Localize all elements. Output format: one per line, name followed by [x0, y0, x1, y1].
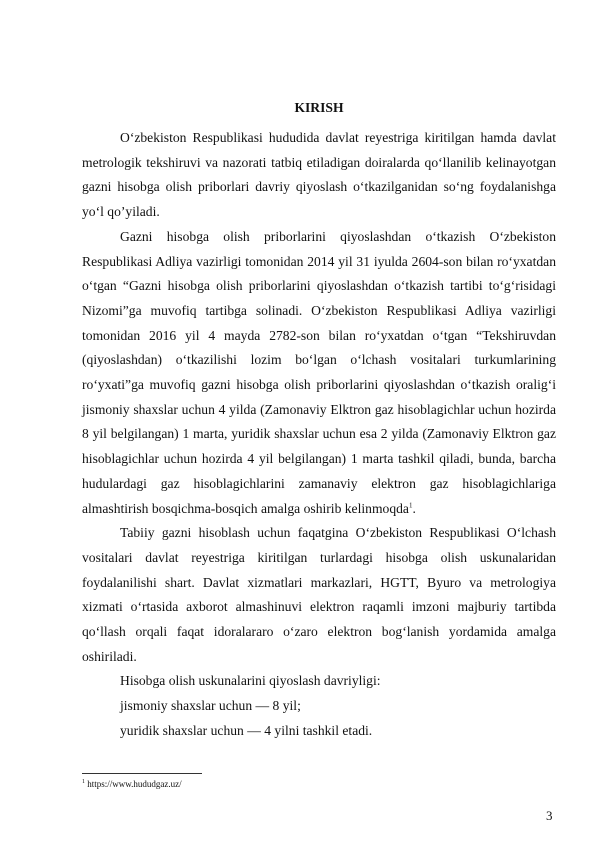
- list-intro: Hisobga olish uskunalarini qiyoslash davriyligi:: [120, 673, 381, 689]
- paragraph-1: O‘zbekiston Respublikasi hududida davlat reyestriga kiritilgan hamda davlat metrologik tekshiruvi va nazorati tatbiq etiladigan doiralarda qo‘llanilib kelinayotgan gazni hisobga olish priborlari davriy qiyoslash o‘tkazilganidan so‘ng foydalanishga yo‘l qo’yiladi.: [82, 130, 556, 220]
- footnote-reference[interactable]: 1: [408, 501, 413, 510]
- page-title: KIRISH: [294, 100, 344, 115]
- paragraph-2-end: .: [412, 500, 416, 516]
- paragraph-3: Tabiiy gazni hisoblash uchun faqatgina O‘zbekiston Respublikasi O‘lchash vositalari davlat reyestriga kiritilgan turlardagi hisobga olish uskunalaridan foydalanilishi shart. Davlat xizmatlari markazlari, HGTT, Byuro va metrologiya xizmati o‘rtasida axborot almashinuvi elektron raqamli imzoni majburiy tartibda qo‘llash orqali faqat idoralararo o‘zaro elektron bog‘lanish yordamida amalga oshiriladi.: [82, 525, 556, 664]
- list-item: yuridik shaxslar uchun — 4 yilni tashkil etadi.: [120, 722, 373, 738]
- paragraph-2: [82, 225, 556, 521]
- footnote: [82, 778, 182, 790]
- footnote-link[interactable]: https://www.hududgaz.uz/: [85, 779, 182, 789]
- footnote-divider: [82, 773, 202, 774]
- page-number: 3: [546, 808, 553, 823]
- footnote-marker: 1: [82, 779, 85, 785]
- paragraph-2-text: Gazni hisobga olish priborlarini qiyoslashdan o‘tkazish O‘zbekiston Respublikasi Adliya vazirligi tomonidan 2014 yil 31 iyulda 2604-son bilan ro‘yxatdan o‘tgan “Gazni hisobga olish priborlarini qiyoslashdan o‘tkazish tartibi to‘g‘risidagi Nizomi”ga muvofiq tartibga solinadi. O‘zbekiston Respublikasi Adliya vazirligi tomonidan 2016 yil 4 mayda 2782-son bilan ro‘yxatdan o‘tgan “Tekshiruvdan (qiyoslashdan) o‘tkazilishi lozim bo‘lgan o‘lchash vositalari turkumlarining ro‘yxati”ga muvofiq gazni hisobga olish priborlarini qiyoslashdan o‘tkazish oralig‘i jismoniy shaxslar uchun 4 yilda (Zamonaviy Elktron gaz hisoblagichlar uchun hozirda 8 yil belgilangan) 1 marta, yuridik shaxslar uchun esa 2 yilda (Zamonaviy Elktron gaz hisoblagichlar uchun hozirda 4 yil belgilangan) 1 marta tashkil qiladi, bunda, barcha hudulardagi gaz hisoblagichlarini zamanaviy elektron gaz hisoblagichlariga almashtirish bosqichma-bosqich amalga oshirib kelinmoqda: [82, 228, 556, 516]
- page-body: [82, 96, 556, 744]
- list-item: jismoniy shaxslar uchun — 8 yil;: [120, 698, 301, 714]
